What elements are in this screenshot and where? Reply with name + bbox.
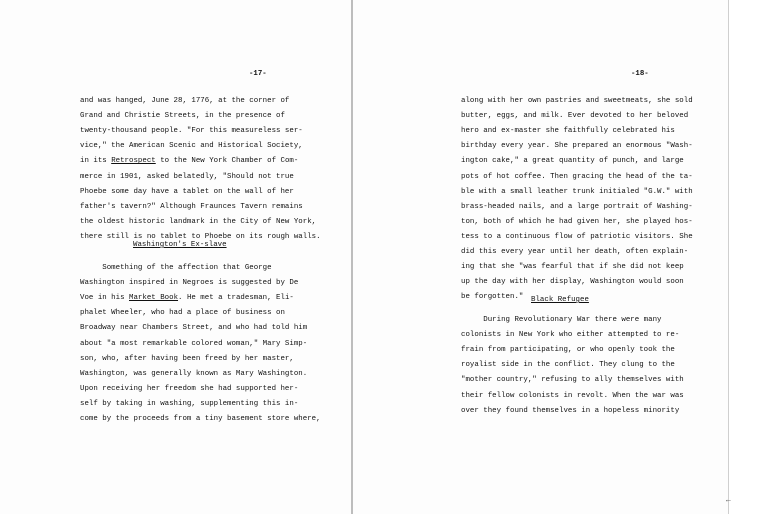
text-segment: Voe in his: [80, 294, 130, 303]
text-line: vice," the American Scenic and Historical Society,: [80, 142, 303, 151]
text-segment: in its: [80, 157, 112, 166]
text-line: Upon receiving her freedom she had supported her-: [80, 384, 299, 393]
text-line: pots of hot coffee. Then gracing the head of the ta-: [461, 172, 693, 181]
text-line: ton, both of which he had given her, she played hos-: [461, 217, 693, 226]
text-line: and was hanged, June 28, 1776, at the corner of: [80, 97, 290, 105]
text-line: ington cake," a great quantity of punch, and large: [461, 157, 684, 166]
page-number: -18-: [631, 70, 649, 78]
text-line: there still is no tablet to Phoebe on its rough walls.: [80, 232, 321, 241]
text-line: phalet Wheeler, who had a place of business on: [80, 309, 285, 318]
text-line: along with her own pastries and sweetmeats, she sold: [461, 97, 693, 105]
text-line: "mother country," refusing to ally themselves with: [461, 376, 684, 385]
text-line: merce in 1901, asked belatedly, "Should not true: [80, 172, 294, 181]
text-line: frain from participating, or who openly took the: [461, 346, 675, 355]
text-line: did this every year until her death, often explain-: [461, 248, 689, 256]
text-line: twenty-thousand people. "For this measureless ser-: [80, 127, 303, 136]
text-line: tess to a continuous flow of patriotic visitors. She: [461, 232, 693, 241]
text-line: self by taking in washing, supplementing this in-: [80, 399, 299, 408]
underlined-title: Retrospect: [111, 157, 156, 166]
text-line: [80, 294, 294, 302]
text-line: father's tavern?" Although Fraunces Tavern remains: [80, 202, 303, 211]
scan-margin: [728, 0, 760, 514]
text-line: Washington inspired in Negroes is suggested by De: [80, 279, 299, 288]
underlined-title: Market Book: [129, 294, 179, 303]
left-page: [0, 0, 352, 514]
text-line: Grand and Christie Streets, in the presence of: [80, 112, 285, 121]
text-line: the oldest historic landmark in the City of New York,: [80, 217, 317, 226]
arrow-mark-icon: ←: [726, 496, 731, 505]
text-line: birthday every year. She prepared an enormous "Wash-: [461, 142, 693, 151]
right-page: [353, 0, 728, 514]
text-line: hero and ex-master she faithfully celebrated his: [461, 127, 675, 136]
text-line: Washington, was generally known as Mary Washington.: [80, 369, 308, 378]
text-line: Phoebe some day have a tablet on the wall of her: [80, 187, 294, 196]
text-line: about "a most remarkable colored woman," Mary Simp-: [80, 339, 308, 348]
text-segment: to the New York Chamber of Com-: [155, 157, 299, 166]
text-line: son, who, after having been freed by her master,: [80, 354, 294, 363]
text-line: [80, 157, 298, 165]
text-line: butter, eggs, and milk. Ever devoted to her beloved: [461, 112, 689, 121]
text-segment: . He met a tradesman, Eli-: [178, 294, 294, 303]
text-line: ble with a small leather trunk initialed "G.W." with: [461, 187, 693, 196]
page-number: -17-: [249, 70, 267, 78]
text-line: up the day with her display, Washington would soon: [461, 278, 684, 287]
text-line: colonists in New York who either attempted to re-: [461, 331, 680, 340]
text-line: come by the proceeds from a tiny basement store where,: [80, 415, 321, 423]
text-line: their fellow colonists in revolt. When the war was: [461, 391, 684, 400]
text-line: be forgotten.": [461, 293, 524, 302]
text-line: Something of the affection that George: [80, 264, 272, 272]
section-heading: Washington's Ex-slave: [133, 241, 227, 249]
text-line: ing that she "was fearful that if she did not keep: [461, 263, 684, 272]
text-line: over they found themselves in a hopeless minority: [461, 406, 680, 415]
section-heading: Black Refugee: [531, 296, 589, 304]
text-line: brass-headed nails, and a large portrait of Washing-: [461, 202, 693, 211]
text-line: royalist side in the conflict. They clung to the: [461, 361, 675, 370]
text-line: Broadway near Chambers Street, and who had told him: [80, 324, 308, 333]
text-line: During Revolutionary War there were many: [461, 316, 662, 324]
